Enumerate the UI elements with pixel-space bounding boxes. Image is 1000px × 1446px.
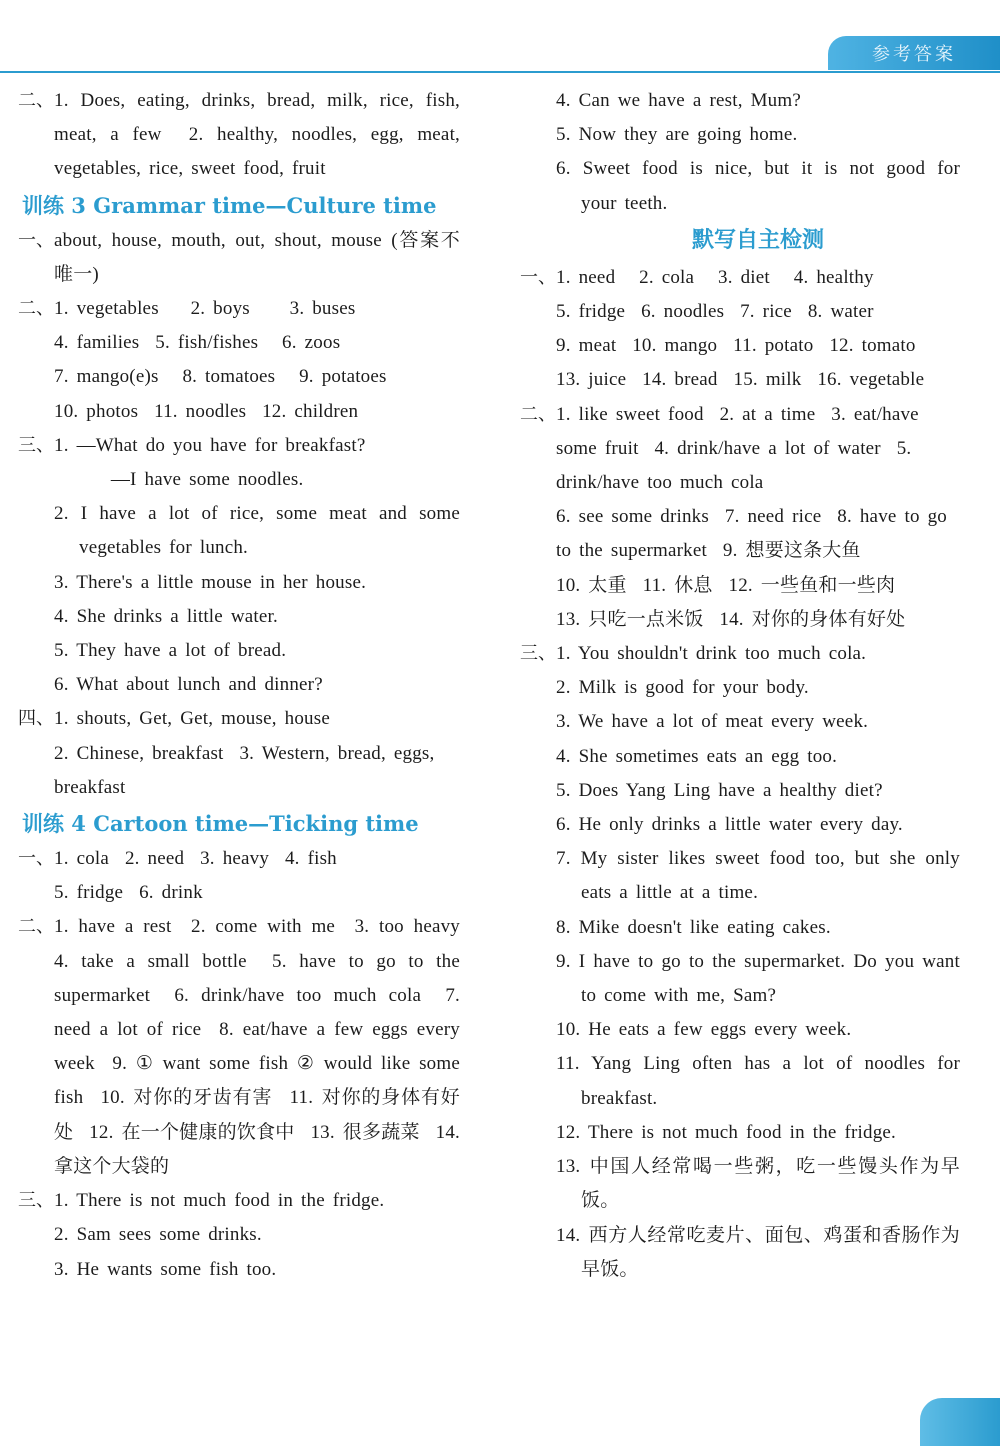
answer-item: [520, 398, 960, 637]
answer-text: 6. He only drinks a little water every day.: [556, 814, 903, 836]
answer-text: 8. Mike doesn't like eating cakes.: [556, 916, 831, 938]
answer-item: [520, 842, 968, 910]
section-heading: 训练 4 Cartoon time—Ticking time: [22, 811, 419, 837]
answer-item: [18, 84, 468, 187]
answer-item: [18, 1184, 460, 1218]
answer-text: 1. There is not much food in the fridge.: [54, 1190, 385, 1212]
question-group-label: 三、: [18, 1190, 54, 1212]
answer-text: about, house, mouth, out, shout, mouse (答案不唯一): [54, 229, 460, 285]
answer-item: [18, 668, 460, 702]
answer-item: [18, 224, 460, 292]
answer-text: 4. Can we have a rest, Mum?: [556, 90, 801, 111]
header-tab: 参考答案: [828, 36, 1000, 70]
answer-text: 7. My sister likes sweet food too, but she only eats a little at a time.: [556, 848, 968, 904]
answer-text: 1. You shouldn't drink too much cola.: [556, 643, 867, 665]
question-group-label: 四、: [18, 708, 54, 730]
answer-item: [520, 671, 960, 705]
answer-text: 12. There is not much food in the fridge.: [556, 1121, 897, 1143]
answer-item: [520, 261, 960, 398]
answer-text: 1. shouts, Get, Get, mouse, house 2. Chinese, breakfast 3. Western, bread, eggs, breakfast: [54, 708, 435, 798]
answer-text: 1. cola 2. need 3. heavy 4. fish 5. fridge 6. drink: [54, 848, 337, 904]
question-group-label: 二、: [18, 916, 54, 938]
answer-text: 4. She sometimes eats an egg too.: [556, 745, 838, 767]
answer-item: [520, 1116, 960, 1150]
answer-item: [18, 910, 476, 1184]
question-group-label: 一、: [18, 229, 54, 251]
question-group-label: 三、: [18, 434, 54, 456]
answer-text: 11. Yang Ling often has a lot of noodles for breakfast.: [556, 1053, 968, 1109]
answer-item: [520, 152, 968, 220]
section-title: 默写自主检测: [691, 227, 824, 253]
question-group-label: 三、: [520, 643, 556, 665]
answer-text: 1. Does, eating, drinks, bread, milk, rice, fish, meat, a few 2. healthy, noodles, egg, meat, vegetables, rice, sweet food, fruit: [54, 90, 468, 180]
answer-item: [18, 292, 460, 429]
answer-text: 1. need 2. cola 3. diet 4. healthy 5. fridge 6. noodles 7. rice 8. water 9. meat 10. mango 11. potato 12. tomato 13. juice 14. bread 15. milk 16. vegetable: [556, 266, 925, 391]
section-heading: 训练 3 Grammar time—Culture time: [22, 192, 437, 218]
answer-text: 4. She drinks a little water.: [54, 605, 278, 627]
answer-item: [520, 84, 960, 118]
answer-text: 9. I have to go to the supermarket. Do you want to come with me, Sam?: [556, 950, 968, 1007]
answer-item: [520, 1150, 960, 1218]
answer-item: [520, 808, 960, 842]
answer-text: 3. We have a lot of meat every week.: [556, 711, 869, 733]
question-group-label: 二、: [18, 90, 54, 111]
answer-item: [520, 1013, 960, 1047]
answer-text: 3. There's a little mouse in her house.: [54, 571, 367, 593]
answer-item: [18, 1253, 460, 1287]
answer-item: [18, 702, 460, 805]
question-group-label: 二、: [520, 403, 556, 425]
right-column: [520, 84, 968, 1287]
answer-text: 5. Does Yang Ling have a healthy diet?: [556, 779, 883, 801]
answer-item: [18, 634, 460, 668]
answer-item: [520, 705, 960, 739]
question-group-label: 一、: [520, 266, 556, 288]
answer-text: 1. have a rest 2. come with me 3. too heavy 4. take a small bottle 5. have to go to the supermarket 6. drink/have too much cola 7. need a lot of rice 8. eat/have a few eggs every week 9. ① want some fish ② would like some fish 10. 对你的牙齿有害 11. 对你的身体有好处 12. 在一个健康的饮食中 13. 很多蔬菜 14. 拿这个大袋的: [54, 916, 476, 1177]
answer-item: [520, 774, 960, 808]
answer-text: 1. vegetables 2. boys 3. buses 4. families 5. fish/fishes 6. zoos 7. mango(e)s 8. tomatoes 9. potatoes 10. photos 11. noodles 12. children: [54, 298, 387, 422]
answer-item: [18, 600, 460, 634]
answer-item: [520, 1047, 968, 1115]
answer-item: [520, 637, 960, 671]
left-column: [18, 84, 476, 1287]
answer-text: 10. He eats a few eggs every week.: [556, 1019, 852, 1041]
answer-item: [18, 566, 460, 600]
answer-item: [520, 118, 960, 152]
answer-item: [520, 1219, 960, 1287]
answer-item: [18, 1218, 460, 1252]
header-rule: [0, 71, 1000, 73]
answer-item: [520, 945, 968, 1013]
answer-item: [520, 911, 960, 945]
page-corner-decoration: [920, 1398, 1000, 1446]
answer-text: 13. 中国人经常喝一些粥，吃一些馒头作为早饭。: [556, 1156, 960, 1212]
answer-text: 2. Sam sees some drinks.: [54, 1224, 262, 1246]
answer-text: 6. Sweet food is nice, but it is not good for your teeth.: [556, 158, 968, 214]
answer-text: 5. They have a lot of bread.: [54, 640, 287, 662]
answer-text: 5. Now they are going home.: [556, 124, 798, 146]
answer-item: [18, 842, 460, 910]
answer-text: 6. What about lunch and dinner?: [54, 674, 323, 696]
answer-item: [18, 497, 468, 565]
answer-text: 2. I have a lot of rice, some meat and some vegetables for lunch.: [54, 503, 468, 559]
question-group-label: 一、: [18, 848, 54, 870]
answer-text: 2. Milk is good for your body.: [556, 677, 809, 699]
answer-text: 1. —What do you have for breakfast? —I have some noodles.: [54, 434, 366, 491]
answer-text: 1. like sweet food 2. at a time 3. eat/have some fruit 4. drink/have a lot of water 5. drink/have too much cola 6. see some drinks 7. need rice 8. have to go to the supermarket 9. 想要这条大鱼 10. 太重 11. 休息 12. 一些鱼和一些肉 13. 只吃一点米饭 14. 对你的身体有好处: [556, 403, 947, 630]
answer-item: [520, 740, 960, 774]
answer-text: 3. He wants some fish too.: [54, 1258, 277, 1280]
answer-item: [18, 429, 460, 497]
question-group-label: 二、: [18, 298, 54, 320]
answer-text: 14. 西方人经常吃麦片、面包、鸡蛋和香肠作为早饭。: [556, 1224, 960, 1280]
